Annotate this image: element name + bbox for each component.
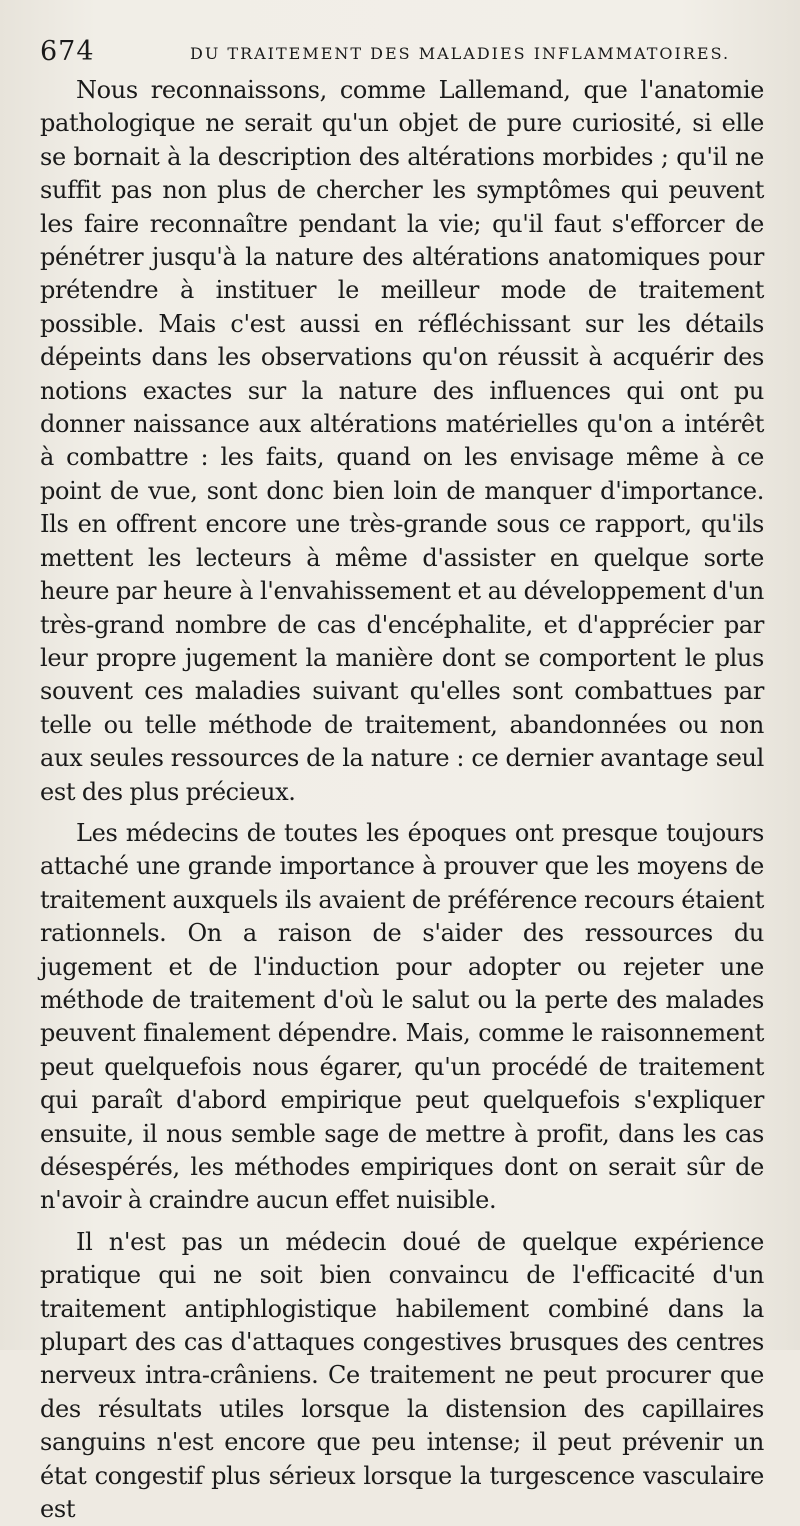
running-title: DU TRAITEMENT DES MALADIES INFLAMMATOIRES.: [190, 44, 731, 63]
page-header: [40, 22, 764, 74]
paragraph-1: Nous reconnaissons, comme Lallemand, que l'anatomie pathologique ne serait qu'un objet de pure curiosité, si elle se bornait à la description des altérations morbides ; qu'il ne suffit pas non plus de chercher les symptômes qui peuvent les faire reconnaître pendant la vie; qu'il faut s'efforcer de pénétrer jusqu'à la nature des altérations anatomiques pour prétendre à instituer le meilleur mode de traitement possible. Mais c'est aussi en réfléchissant sur les détails dépeints dans les observations qu'on réussit à acquérir des notions exactes sur la nature des influences qui ont pu donner naissance aux altérations matérielles qu'on a intérêt à combattre : les faits, quand on les envisage même à ce point de vue, sont donc bien loin de manquer d'importance. Ils en offrent encore une très-grande sous ce rapport, qu'ils mettent les lecteurs à même d'assister en quelque sorte heure par heure à l'envahissement et au développement d'un très-grand nombre de cas d'encéphalite, et d'apprécier par leur propre jugement la manière dont se comportent le plus souvent ces maladies suivant qu'elles sont combattues par telle ou telle méthode de traitement, abandonnées ou non aux seules ressources de la nature : ce dernier avantage seul est des plus précieux.: [40, 76, 764, 806]
paragraph-2: Les médecins de toutes les époques ont presque toujours attaché une grande importance à prouver que les moyens de traitement auxquels ils avaient de préférence recours étaient rationnels. On a raison de s'aider des ressources du jugement et de l'induction pour adopter ou rejeter une méthode de traitement d'où le salut ou la perte des malades peuvent finalement dépendre. Mais, comme le raisonnement peut quelquefois nous égarer, qu'un procédé de traitement qui paraît d'abord empirique peut quelquefois s'expliquer ensuite, il nous semble sage de mettre à profit, dans les cas désespérés, les méthodes empiriques dont on serait sûr de n'avoir à craindre aucun effet nuisible.: [40, 818, 764, 1215]
paragraph-3: Il n'est pas un médecin doué de quelque expérience pratique qui ne soit bien convaincu de l'efficacité d'un traitement antiphlogistique habilement combiné dans la plupart des cas d'attaques congestives brusques des centres nerveux intra-crâniens. Ce traitement ne peut procurer que des résultats utiles lorsque la distension des capillaires sanguins n'est encore que peu intense; il peut prévenir un état congestif plus sérieux lorsque la turgescence vasculaire est: [40, 1227, 764, 1524]
page-number: 674: [40, 36, 95, 67]
body-text: [40, 74, 764, 1526]
